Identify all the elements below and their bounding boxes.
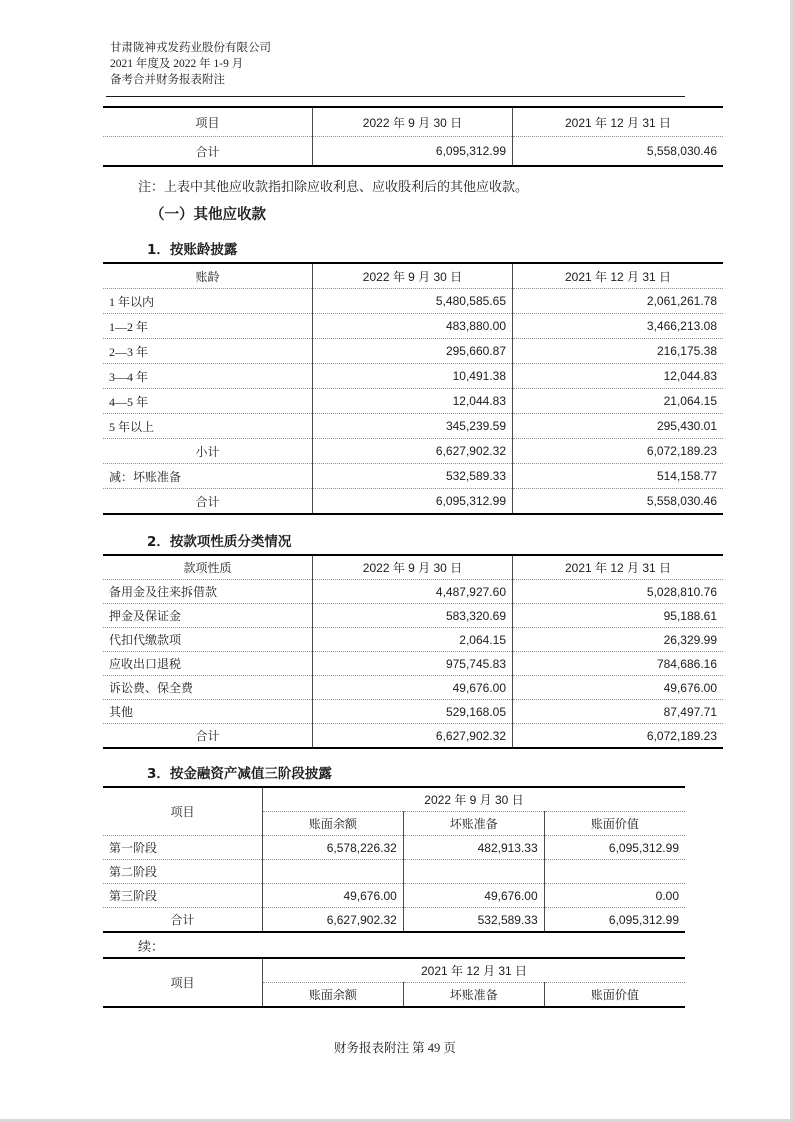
section-heading: （一）其他应收款 — [150, 207, 266, 223]
value-2021: 26,329.99 — [513, 628, 724, 652]
row-label: 第二阶段 — [103, 860, 263, 884]
value-2021: 6,072,189.23 — [513, 439, 724, 464]
table-row — [103, 580, 723, 604]
table-header-row — [103, 263, 723, 289]
table-row-subtotal — [103, 439, 723, 464]
subheading-nature: 2．按款项性质分类情况 — [147, 534, 292, 550]
row-label: 代扣代缴款项 — [103, 628, 313, 652]
column-header-date-2021: 2021 年 12 月 31 日 — [263, 958, 686, 983]
page-footer: 财务报表附注 第 49 页 — [334, 1041, 456, 1055]
value-book-value: 6,095,312.99 — [544, 908, 685, 933]
value-book-balance: 49,676.00 — [263, 884, 404, 908]
value-2022: 10,491.38 — [313, 364, 513, 389]
page-header — [110, 40, 271, 88]
value-2022: 529,168.05 — [313, 700, 513, 724]
row-label: 1 年以内 — [103, 289, 313, 314]
value-2022: 12,044.83 — [313, 389, 513, 414]
value-2021: 12,044.83 — [513, 364, 724, 389]
value-bad-debt-provision — [403, 860, 544, 884]
table-row — [103, 700, 723, 724]
column-header-item: 账龄 — [195, 269, 220, 284]
table-row — [103, 314, 723, 339]
value-2021: 3,466,213.08 — [513, 314, 724, 339]
doc-title: 备考合并财务报表附注 — [110, 74, 225, 86]
subheading-impairment-stages: 3．按金融资产减值三阶段披露 — [147, 766, 332, 782]
value-2022: 2,064.15 — [313, 628, 513, 652]
value-book-balance: 6,627,902.32 — [263, 908, 404, 933]
column-header-book-value: 账面价值 — [544, 983, 685, 1008]
company-name: 甘肃陇神戎发药业股份有限公司 — [110, 42, 271, 54]
row-label: 4—5 年 — [103, 389, 313, 414]
value-2021: 5,028,810.76 — [513, 580, 724, 604]
table-header-row — [103, 958, 685, 983]
column-header-book-value: 账面价值 — [544, 812, 685, 836]
value-book-balance — [263, 860, 404, 884]
nature-table — [103, 554, 723, 749]
value-2021: 2,061,261.78 — [513, 289, 724, 314]
value-2021: 49,676.00 — [513, 676, 724, 700]
impairment-stage-table-2022 — [103, 786, 685, 933]
header-divider — [106, 96, 685, 97]
table-row — [103, 137, 723, 167]
row-label: 3—4 年 — [103, 364, 313, 389]
value-2021: 95,188.61 — [513, 604, 724, 628]
table-row — [103, 389, 723, 414]
row-label: 第一阶段 — [103, 836, 263, 860]
value-2021: 514,158.77 — [513, 464, 724, 489]
value-bad-debt-provision: 482,913.33 — [403, 836, 544, 860]
row-label: 其他 — [103, 700, 313, 724]
row-label: 2—3 年 — [103, 339, 313, 364]
table-row — [103, 414, 723, 439]
value-2022: 295,660.87 — [313, 339, 513, 364]
row-label: 减：坏账准备 — [103, 464, 313, 489]
table-row — [103, 836, 685, 860]
value-2021: 87,497.71 — [513, 700, 724, 724]
column-header-date-2021: 2021 年 12 月 31 日 — [513, 555, 724, 580]
row-label-total: 合计 — [103, 908, 263, 933]
table-header-row — [103, 555, 723, 580]
subheading-aging: 1．按账龄披露 — [147, 242, 238, 258]
table-row — [103, 339, 723, 364]
footnote-text: 注：上表中其他应收款指扣除应收利息、应收股利后的其他应收款。 — [138, 179, 529, 194]
table-row-total — [103, 724, 723, 749]
row-label-total: 合计 — [103, 724, 313, 749]
value-book-value — [544, 860, 685, 884]
row-label-total: 合计 — [103, 489, 313, 515]
value-2021: 21,064.15 — [513, 389, 724, 414]
row-label: 5 年以上 — [103, 414, 313, 439]
column-header-item: 项目 — [170, 976, 195, 990]
value-2022: 532,589.33 — [313, 464, 513, 489]
table-row — [103, 676, 723, 700]
continued-label: 续： — [138, 939, 165, 954]
row-label: 应收出口退税 — [103, 652, 313, 676]
value-2022: 6,095,312.99 — [313, 489, 513, 515]
value-bad-debt-provision: 532,589.33 — [403, 908, 544, 933]
column-header-date-2021: 2021 年 12 月 31 日 — [513, 263, 724, 289]
value-book-balance: 6,578,226.32 — [263, 836, 404, 860]
aging-table — [103, 262, 723, 515]
value-2022: 4,487,927.60 — [313, 580, 513, 604]
report-period: 2021 年度及 2022 年 1-9 月 — [110, 58, 244, 70]
value-book-value: 6,095,312.99 — [544, 836, 685, 860]
table-row — [103, 604, 723, 628]
table-row — [103, 628, 723, 652]
table-row-total — [103, 489, 723, 515]
table-row-total — [103, 908, 685, 933]
table-row — [103, 464, 723, 489]
column-header-date-2021: 2021 年 12 月 31 日 — [513, 107, 724, 137]
column-header-date-2022: 2022 年 9 月 30 日 — [263, 787, 686, 812]
value-2021: 5,558,030.46 — [513, 489, 724, 515]
column-header-date-2022: 2022 年 9 月 30 日 — [313, 555, 513, 580]
impairment-stage-table-2021 — [103, 957, 685, 1008]
column-header-bad-debt-provision: 坏账准备 — [403, 812, 544, 836]
row-label: 备用金及往来拆借款 — [103, 580, 313, 604]
value-2022: 975,745.83 — [313, 652, 513, 676]
value-2022: 6,627,902.32 — [313, 724, 513, 749]
value-2022: 5,480,585.65 — [313, 289, 513, 314]
table-row — [103, 289, 723, 314]
row-label: 1—2 年 — [103, 314, 313, 339]
column-header-item: 款项性质 — [183, 561, 232, 575]
value-2021: 295,430.01 — [513, 414, 724, 439]
table-row — [103, 364, 723, 389]
column-header-date-2022: 2022 年 9 月 30 日 — [313, 263, 513, 289]
column-header-bad-debt-provision: 坏账准备 — [403, 983, 544, 1008]
value-2021: 5,558,030.46 — [513, 137, 724, 167]
summary-table — [103, 106, 723, 167]
table-row — [103, 884, 685, 908]
table-header-row — [103, 107, 723, 137]
value-2022: 6,627,902.32 — [313, 439, 513, 464]
value-2021: 216,175.38 — [513, 339, 724, 364]
column-header-item: 项目 — [195, 115, 220, 130]
value-book-value: 0.00 — [544, 884, 685, 908]
value-2021: 6,072,189.23 — [513, 724, 724, 749]
value-2022: 583,320.69 — [313, 604, 513, 628]
value-2021: 784,686.16 — [513, 652, 724, 676]
row-label: 押金及保证金 — [103, 604, 313, 628]
row-label: 诉讼费、保全费 — [103, 676, 313, 700]
row-label-subtotal: 小计 — [103, 439, 313, 464]
row-label-total: 合计 — [103, 137, 313, 167]
column-header-book-balance: 账面余额 — [263, 812, 404, 836]
table-row — [103, 652, 723, 676]
value-2022: 49,676.00 — [313, 676, 513, 700]
value-bad-debt-provision: 49,676.00 — [403, 884, 544, 908]
table-header-row — [103, 787, 685, 812]
value-2022: 345,239.59 — [313, 414, 513, 439]
column-header-date-2022: 2022 年 9 月 30 日 — [313, 107, 513, 137]
value-2022: 483,880.00 — [313, 314, 513, 339]
column-header-item: 项目 — [170, 805, 195, 819]
table-row — [103, 860, 685, 884]
row-label: 第三阶段 — [103, 884, 263, 908]
column-header-book-balance: 账面余额 — [263, 983, 404, 1008]
value-2022: 6,095,312.99 — [313, 137, 513, 167]
